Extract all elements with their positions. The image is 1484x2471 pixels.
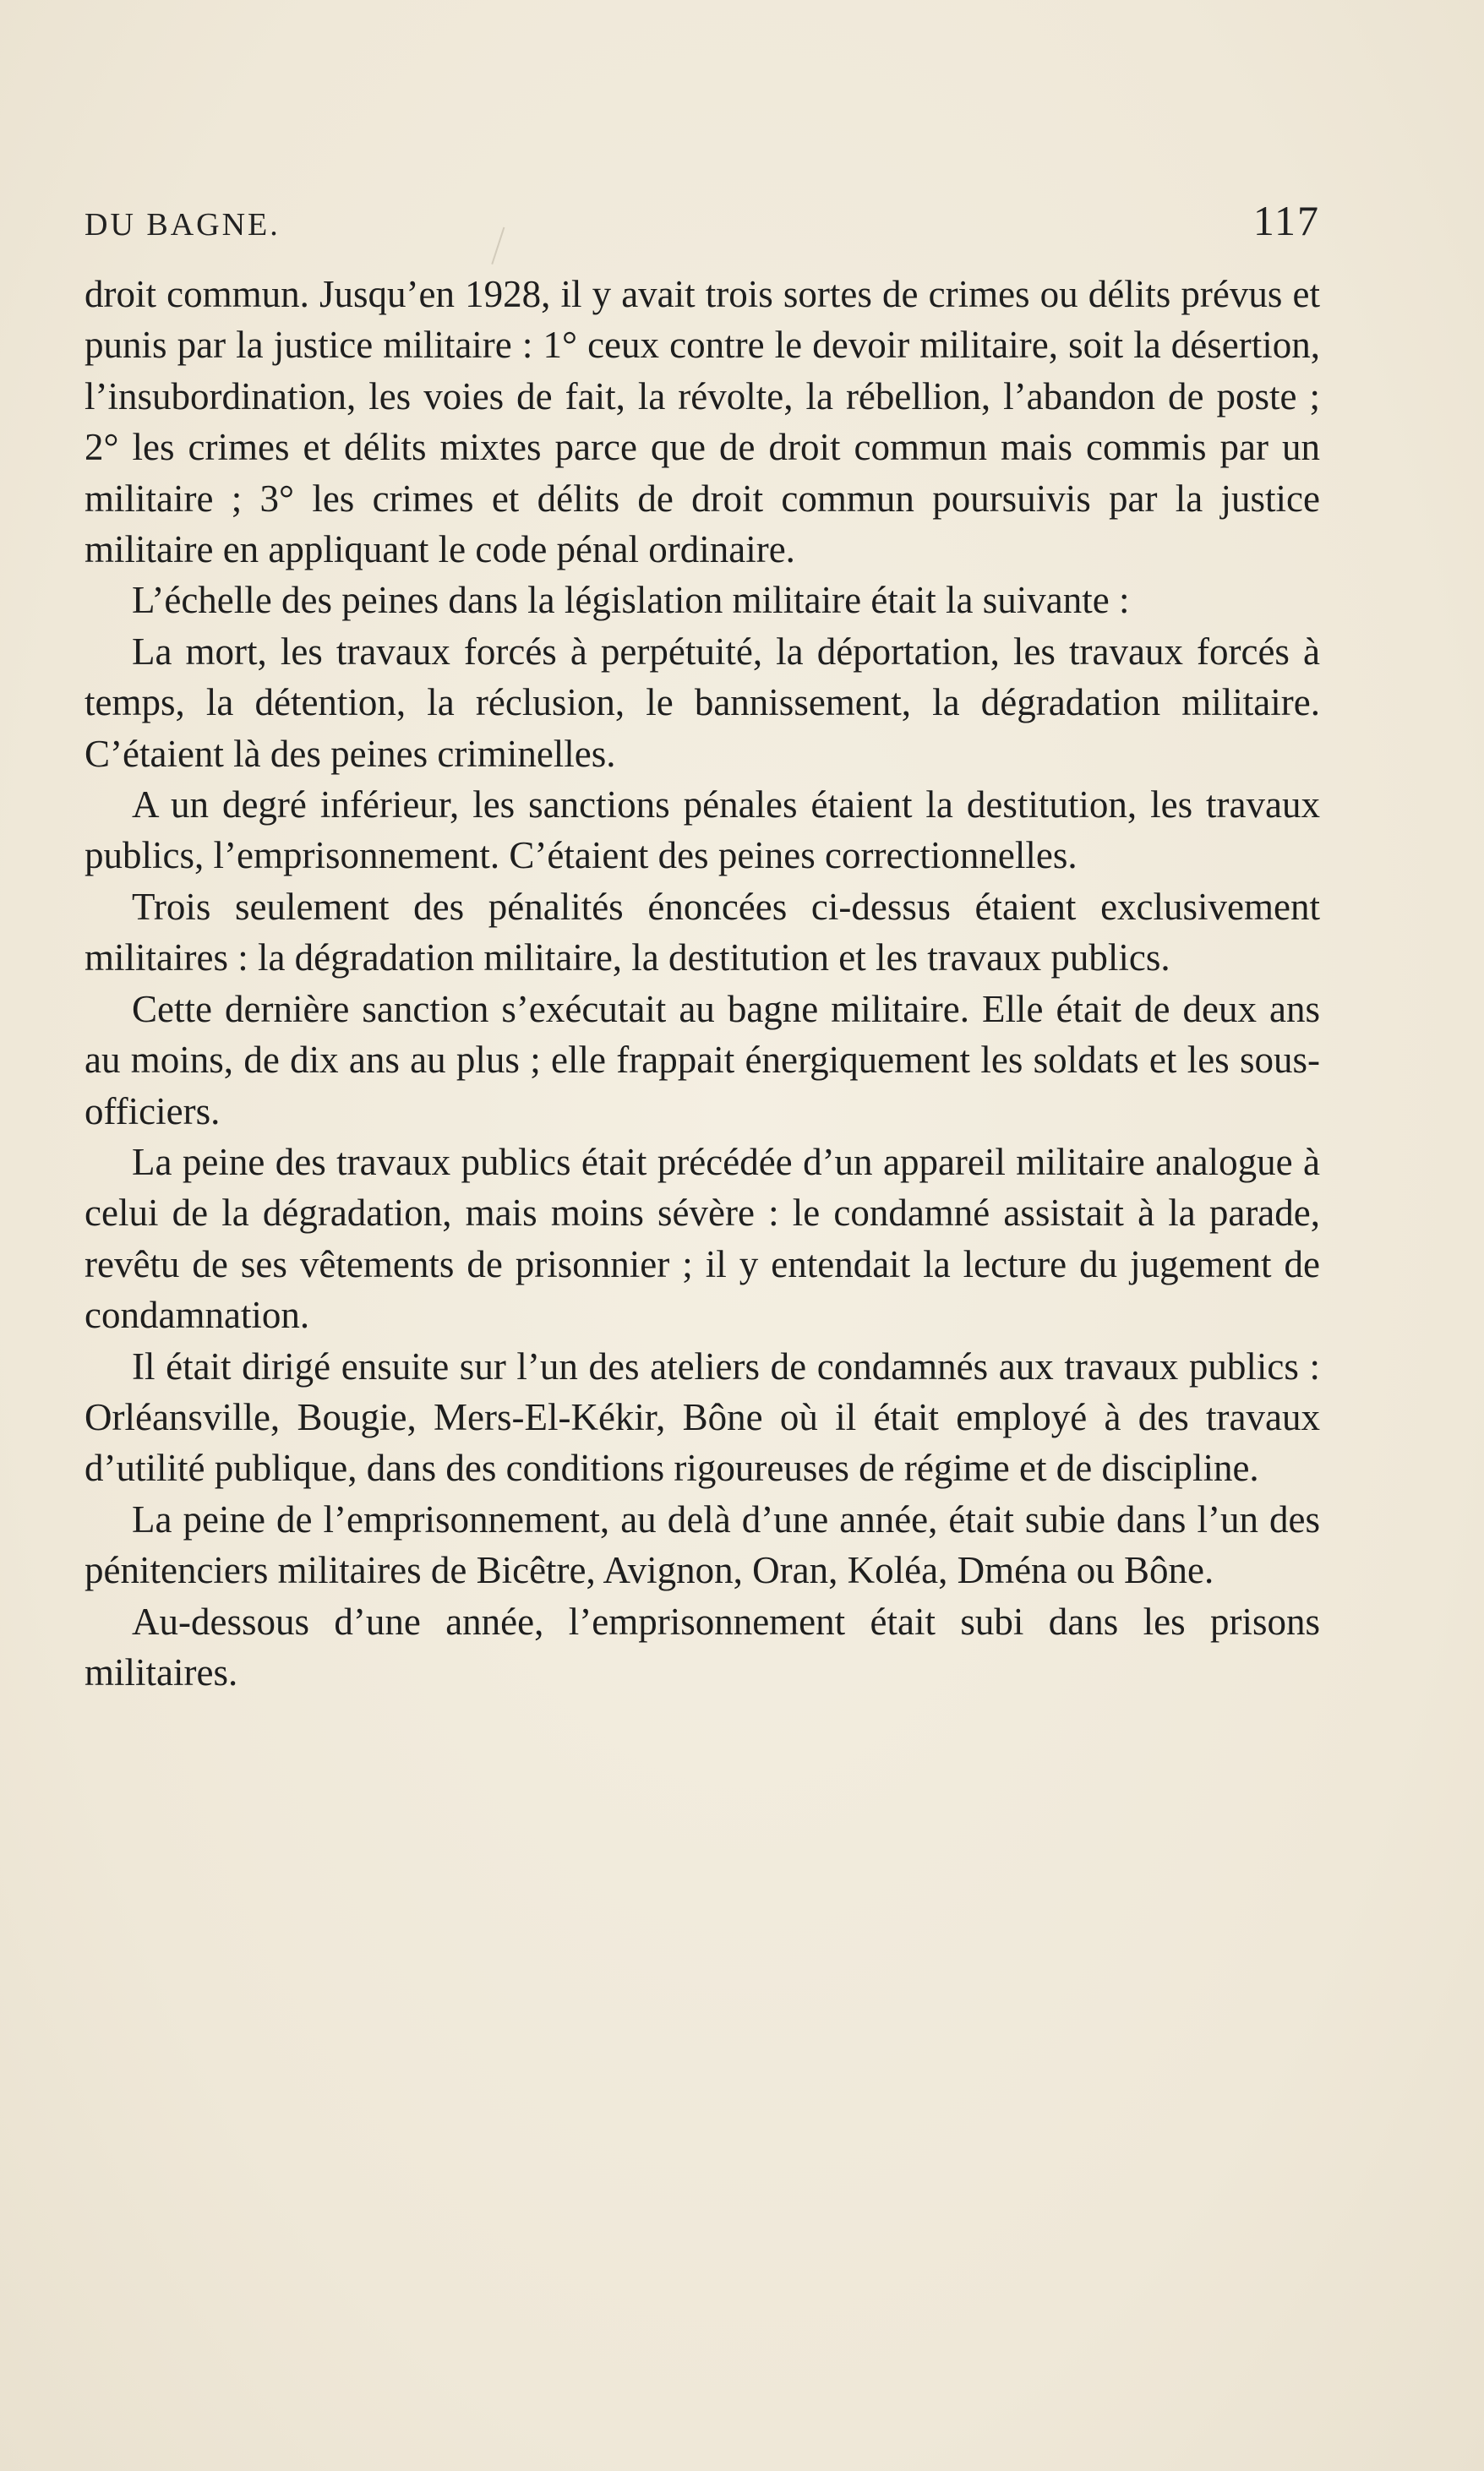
paragraph: Trois seulement des pénalités énoncées ci-dessus étaient exclusivement militaires : la dégradation militaire, la destitution et les travaux publics. [85, 885, 1320, 979]
paragraph: L’échelle des peines dans la législation militaire était la suivante : [132, 579, 1130, 622]
page-header [85, 196, 1320, 255]
paragraph: Au-dessous d’une année, l’emprisonnement était subi dans les prisons militaires. [85, 1600, 1320, 1694]
paragraph: A un degré inférieur, les sanctions pénales étaient la destitution, les travaux publics, l’emprisonnement. C’étaient des peines correctionnelles. [85, 783, 1320, 877]
paragraph-continuation: droit commun. Jusqu’en 1928, il y avait trois sortes de crimes ou délits prévus et punis par la justice militaire : 1° ceux contre le devoir militaire, soit la désertion, l’insubordination, les voies de fait, la révolte, la rébellion, l’abandon de poste ; 2° les crimes et délits mixtes parce que de droit commun mais commis par un militaire ; 3° les crimes et délits de droit commun poursuivis par la justice militaire en appliquant le code pénal ordinaire. [85, 273, 1320, 571]
page-number: 117 [1252, 197, 1320, 244]
paragraph: La peine de l’emprisonnement, au delà d’une année, était subie dans l’un des pénitenciers militaires de Bicêtre, Avignon, Oran, Koléa, Dména ou Bône. [85, 1497, 1320, 1592]
paragraph: Cette dernière sanction s’exécutait au bagne militaire. Elle était de deux ans au moins, de dix ans au plus ; elle frappait énergiquement les soldats et les sous-officiers. [85, 987, 1320, 1132]
paragraph: La peine des travaux publics était précédée d’un appareil militaire analogue à celui de la dégradation, mais moins sévère : le condamné assistait à la parade, revêtu de ses vêtements de prisonnier ; il y entendait la lecture du jugement de condamnation. [85, 1140, 1320, 1337]
running-head: DU BAGNE. [85, 207, 281, 243]
paragraph: Il était dirigé ensuite sur l’un des ateliers de condamnés aux travaux publics : Orléansville, Bougie, Mers-El-Kékir, Bône où il était employé à des travaux d’utilité publique, dans des conditions rigoureuses de régime et de discipline. [85, 1345, 1320, 1490]
paragraph: La mort, les travaux forcés à perpétuité, la déportation, les travaux forcés à temps, la détention, la réclusion, le bannissement, la dégradation militaire. C’étaient là des peines criminelles. [85, 630, 1320, 775]
body-text [85, 269, 1320, 1698]
